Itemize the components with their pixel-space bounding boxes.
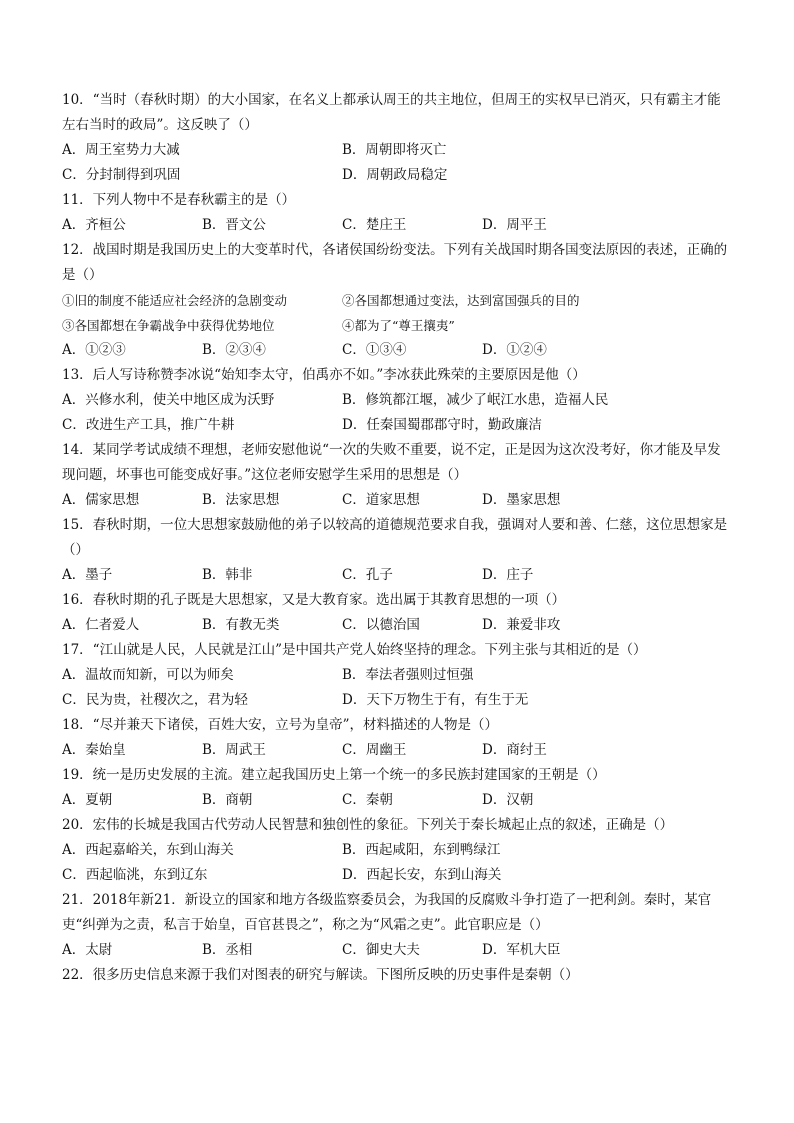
question-q12 <box>62 238 734 363</box>
answer-option: B．有教无类 <box>202 617 280 633</box>
answer-option: A．秦始皇 <box>62 742 126 758</box>
statement-item: ②各国都想通过变法，达到富国强兵的目的 <box>342 293 580 308</box>
question-stem: 18．“尽并兼天下诸侯，百姓大安，立号为皇帝”，材料描述的人物是（） <box>62 717 498 733</box>
question-stem: 17．“江山就是人民，人民就是江山”是中国共产党人始终坚持的理念。下列主张与其相近的是（） <box>62 642 647 658</box>
option-list <box>62 563 734 588</box>
question-q10 <box>62 88 734 188</box>
question-q13 <box>62 363 734 438</box>
answer-option: B．②③④ <box>202 342 266 358</box>
answer-option: D．墨家思想 <box>482 492 561 508</box>
answer-option: B．周武王 <box>202 742 266 758</box>
answer-option: A．齐桓公 <box>62 217 126 233</box>
answer-option: B．周朝即将灭亡 <box>342 142 447 158</box>
answer-option: B．晋文公 <box>202 217 266 233</box>
question-stem: 14．某同学考试成绩不理想，老师安慰他说“一次的失败不重要，说不定，正是因为这次没考好，你才能及早发现问题，坏事也可能变成好事。”这位老师安慰学生采用的思想是（） <box>62 442 721 483</box>
answer-option: A．仁者爱人 <box>62 617 140 633</box>
option-list <box>62 938 734 963</box>
answer-option: C．周幽王 <box>342 742 407 758</box>
question-q18 <box>62 713 734 763</box>
option-list <box>62 613 734 638</box>
option-list <box>62 838 734 888</box>
answer-option: B．丞相 <box>202 942 253 958</box>
option-list <box>62 663 734 713</box>
question-stem: 20．宏伟的长城是我国古代劳动人民智慧和独创性的象征。下列关于秦长城起止点的叙述，正确是（） <box>62 817 674 833</box>
answer-option: D．庄子 <box>482 567 534 583</box>
answer-option: D．任秦国蜀郡郡守时，勤政廉洁 <box>342 417 542 433</box>
answer-option: C．分封制得到巩固 <box>62 167 181 183</box>
statement-item: ①旧的制度不能适应社会经济的急剧变动 <box>62 293 288 308</box>
statement-item: ④都为了“尊王攘夷” <box>342 318 455 333</box>
question-stem: 12．战国时期是我国历史上的大变革时代，各诸侯国纷纷变法。下列有关战国时期各国变法原因的表述，正确的是（） <box>62 242 728 283</box>
question-q21 <box>62 888 734 963</box>
answer-option: C．道家思想 <box>342 492 420 508</box>
answer-option: C．①③④ <box>342 342 407 358</box>
question-list <box>62 88 734 988</box>
option-list <box>62 338 734 363</box>
question-stem: 21．2018年新21．新设立的国家和地方各级监察委员会，为我国的反腐败斗争打造了一把利剑。秦时，某官吏“纠弹为之责，私言于始皇，百官甚畏之”，称之为“风霜之吏”。此官职应是（） <box>62 892 712 933</box>
answer-option: C．楚庄王 <box>342 217 407 233</box>
question-q19 <box>62 763 734 813</box>
answer-option: B．商朝 <box>202 792 253 808</box>
answer-option: D．西起长安，东到山海关 <box>342 867 502 883</box>
question-stem: 11．下列人物中不是春秋霸主的是（） <box>62 192 296 208</box>
answer-option: C．以德治国 <box>342 617 420 633</box>
answer-option: D．①②④ <box>482 342 547 358</box>
answer-option: A．墨子 <box>62 567 113 583</box>
answer-option: B．韩非 <box>202 567 253 583</box>
answer-option: A．太尉 <box>62 942 113 958</box>
question-q16 <box>62 588 734 638</box>
answer-option: D．周朝政局稳定 <box>342 167 448 183</box>
question-stem: 16．春秋时期的孔子既是大思想家，又是大教育家。选出属于其教育思想的一项（） <box>62 592 566 608</box>
question-q14 <box>62 438 734 513</box>
option-list <box>62 213 734 238</box>
answer-option: C．改进生产工具，推广牛耕 <box>62 417 235 433</box>
question-q22 <box>62 963 734 988</box>
answer-option: D．周平王 <box>482 217 547 233</box>
answer-option: C．孔子 <box>342 567 393 583</box>
option-list <box>62 738 734 763</box>
question-q20 <box>62 813 734 888</box>
statement-item: ③各国都想在争霸战争中获得优势地位 <box>62 318 275 333</box>
option-list <box>62 138 734 188</box>
option-list <box>62 488 734 513</box>
question-stem: 13．后人写诗称赞李冰说“始知李太守，伯禹亦不如。”李冰获此殊荣的主要原因是他（） <box>62 367 586 383</box>
answer-option: D．军机大臣 <box>482 942 561 958</box>
question-q11 <box>62 188 734 238</box>
answer-option: D．天下万物生于有，有生于无 <box>342 692 529 708</box>
option-list <box>62 788 734 813</box>
question-stem: 19．统一是历史发展的主流。建立起我国历史上第一个统一的多民族封建国家的王朝是（） <box>62 767 606 783</box>
answer-option: B．奉法者强则过恒强 <box>342 667 474 683</box>
question-stem: 15．春秋时期，一位大思想家鼓励他的弟子以较高的道德规范要求自我，强调对人要和善、仁慈，这位思想家是（） <box>62 517 728 558</box>
answer-option: A．兴修水利，使关中地区成为沃野 <box>62 392 275 408</box>
answer-option: C．御史大夫 <box>342 942 420 958</box>
answer-option: A．温故而知新，可以为师矣 <box>62 667 234 683</box>
statement-list <box>62 288 734 338</box>
answer-option: B．修筑都江堰，减少了岷江水患，造福人民 <box>342 392 609 408</box>
answer-option: A．夏朝 <box>62 792 113 808</box>
answer-option: B．法家思想 <box>202 492 280 508</box>
question-stem: 10．“当时（春秋时期）的大小国家，在名义上都承认周王的共主地位，但周王的实权早已消灭，只有霸主才能左右当时的政局”。这反映了（） <box>62 92 721 133</box>
answer-option: D．商纣王 <box>482 742 547 758</box>
answer-option: C．秦朝 <box>342 792 393 808</box>
answer-option: A．儒家思想 <box>62 492 140 508</box>
question-stem: 22．很多历史信息来源于我们对图表的研究与解读。下图所反映的历史事件是秦朝（） <box>62 967 579 983</box>
answer-option: D．汉朝 <box>482 792 534 808</box>
answer-option: C．西起临洮，东到辽东 <box>62 867 208 883</box>
answer-option: B．西起咸阳，东到鸭绿江 <box>342 842 501 858</box>
answer-option: A．西起嘉峪关，东到山海关 <box>62 842 234 858</box>
option-list <box>62 388 734 438</box>
answer-option: D．兼爱非攻 <box>482 617 561 633</box>
question-q17 <box>62 638 734 713</box>
answer-option: A．①②③ <box>62 342 126 358</box>
answer-option: C．民为贵，社稷次之，君为轻 <box>62 692 248 708</box>
answer-option: A．周王室势力大减 <box>62 142 180 158</box>
question-q15 <box>62 513 734 588</box>
